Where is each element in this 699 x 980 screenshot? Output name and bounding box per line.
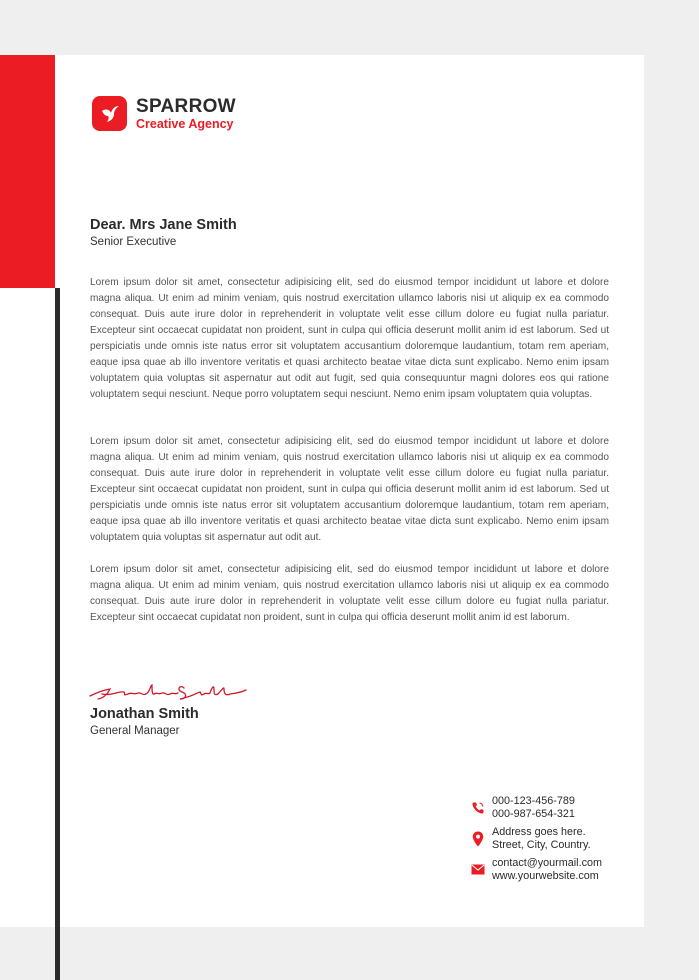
signer-block (90, 706, 199, 737)
recipient-name: Dear. Mrs Jane Smith (90, 217, 237, 233)
red-accent-bar (0, 55, 55, 288)
email-address[interactable]: contact@yourmail.com (492, 857, 602, 869)
address-line-1: Address goes here. (492, 826, 586, 838)
contact-email-web (470, 857, 602, 882)
phone-icon (470, 800, 486, 816)
recipient-block (90, 217, 237, 248)
body-paragraph-1: Lorem ipsum dolor sit amet, consectetur adipisicing elit, sed do eiusmod tempor incididunt ut labore et dolore magna aliqua. Ut enim ad minim veniam, quis nostrud exercitation ullamco laboris nisi ut aliquip ex ea commodo consequat. Duis aute irure dolor in reprehenderit in voluptate velit esse cillum dolore eu fugiat nulla pariatur. Excepteur sint occaecat cupidatat non proident, sunt in culpa qui officia deserunt mollit anim id est laborum. Sed ut perspiciatis unde omnis iste natus error sit voluptatem accusantium doloremque laudantium, totam rem aperiam, eaque ipsa quae ab illo inventore veritatis et quasi architecto beatae vitae dicta sunt explicabo. Nemo enim ipsam voluptatem quia voluptas sit aspernatur aut odit aut fugit, sed quia consequuntur magni dolores eos qui ratione voluptatem sequi nesciunt. Neque porro voluptatem sequi nesciunt. Nemo enim ipsam voluptatem quia voluptas. (90, 277, 609, 400)
contact-phone (470, 795, 575, 820)
dark-accent-bar (55, 288, 60, 980)
body-paragraph-2: Lorem ipsum dolor sit amet, consectetur adipisicing elit, sed do eiusmod tempor incididunt ut labore et dolore magna aliqua. Ut enim ad minim veniam, quis nostrud exercitation ullamco laboris nisi ut aliquip ex ea commodo consequat. Duis aute irure dolor in reprehenderit in voluptate velit esse cillum dolore eu fugiat nulla pariatur. Excepteur sint occaecat cupidatat non proident, sunt in culpa qui officia deserunt mollit anim id est laborum. Sed ut perspiciatis unde omnis iste natus error sit voluptatem accusantium doloremque laudantium, totam rem aperiam, eaque ipsa quae ab illo inventore veritatis et quasi architecto beatae vitae dicta sunt explicabo. Nemo enim ipsam voluptatem quia voluptas sit aspernatur aut odit aut. (90, 436, 609, 543)
signer-name: Jonathan Smith (90, 706, 199, 722)
logo-text (136, 97, 236, 131)
recipient-title: Senior Executive (90, 236, 177, 248)
company-logo (92, 96, 236, 131)
body-paragraph-3: Lorem ipsum dolor sit amet, consectetur adipisicing elit, sed do eiusmod tempor incididunt ut labore et dolore magna aliqua. Ut enim ad minim veniam, quis nostrud exercitation ullamco laboris nisi ut aliquip ex ea commodo consequat. Duis aute irure dolor in reprehenderit in voluptate velit esse cillum dolore eu fugiat nulla pariatur. Excepteur sint occaecat cupidatat non proident, sunt in culpa qui officia deserunt mollit anim id est laborum. (90, 564, 609, 623)
brand-name: SPARROW (136, 95, 236, 117)
sparrow-icon (92, 96, 127, 131)
signer-title: General Manager (90, 725, 180, 737)
address-line-2: Street, City, Country. (492, 838, 591, 851)
phone-number-1: 000-123-456-789 (492, 795, 575, 807)
location-pin-icon (470, 831, 486, 847)
envelope-icon (470, 862, 486, 878)
brand-tagline: Creative Agency (136, 116, 234, 131)
phone-number-2: 000-987-654-321 (492, 807, 575, 820)
website-url[interactable]: www.yourwebsite.com (492, 869, 599, 882)
contact-address (470, 826, 591, 851)
handwritten-signature (88, 680, 248, 709)
